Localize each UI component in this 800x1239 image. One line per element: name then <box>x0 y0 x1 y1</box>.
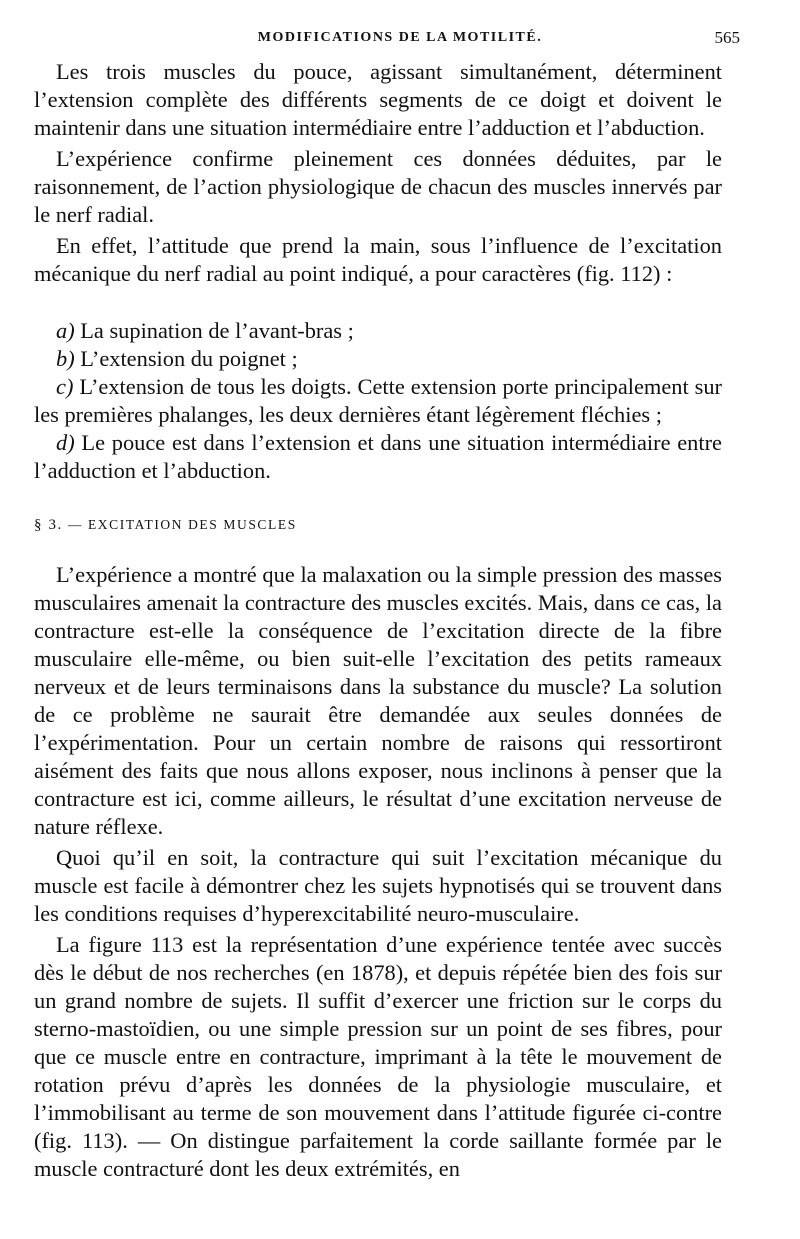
list-item-d <box>34 429 722 485</box>
running-title: MODIFICATIONS DE LA MOTILITÉ. <box>257 30 543 45</box>
paragraph-experience: L’expérience confirme pleinement ces données déduites, par le raisonnement, de l’action physiologique de chacun des muscles innervés par le nerf radial. <box>34 146 722 227</box>
list-item-a <box>34 317 722 345</box>
section-heading <box>34 511 722 539</box>
section-title: — EXCITATION DES MUSCLES <box>62 517 297 532</box>
list-item-c <box>34 373 722 429</box>
paragraph-contracture: Quoi qu’il en soit, la contracture qui suit l’excitation mécanique du muscle est facile à démontrer chez les sujets hypnotisés qui se trouvent dans les conditions requises d’hyperexcitabilité neuro-musculaire. <box>34 845 722 926</box>
list-marker: d) <box>56 430 75 455</box>
paragraph-thumb-muscles: Les trois muscles du pouce, agissant simultanément, déterminent l’extension complète des différents segments de ce doigt et doivent le maintenir dans une situation intermédiaire entre l’adduction et l’abduction. <box>34 59 722 140</box>
list-marker: c) <box>56 374 74 399</box>
list-item-text: La supination de l’avant-bras ; <box>74 318 354 343</box>
list-item-text: Le pouce est dans l’extension et dans une situation intermédiaire entre l’adduction et l’abduction. <box>34 430 722 483</box>
list-item-text: L’extension du poignet ; <box>74 346 298 371</box>
section-number: § 3. <box>34 517 63 533</box>
list-marker: a) <box>56 318 75 343</box>
list-item-b <box>34 345 722 373</box>
list-marker: b) <box>56 346 75 371</box>
list-item-text: L’extension de tous les doigts. Cette extension porte principalement sur les premières phalanges, les deux dernières étant légèrement fléchies ; <box>34 374 722 427</box>
body-text <box>34 58 722 1183</box>
page-number: 565 <box>714 28 740 47</box>
paragraph-malaxation: L’expérience a montré que la malaxation ou la simple pression des masses musculaires amenait la contracture des muscles excités. Mais, dans ce cas, la contracture est-elle la conséquence de l’excitation directe de la fibre musculaire elle-même, ou bien suit-elle l’excitation des petits rameaux nerveux et de leurs terminaisons dans la substance du muscle? La solution de ce problème ne saurait être demandée aux seules données de l’expérimentation. Pour un certain nombre de raisons qui ressortiront aisément des faits que nous allons exposer, nous inclinons à penser que la contracture est ici, comme ailleurs, le résultat d’une excitation nerveuse de nature réflexe. <box>34 562 722 839</box>
paragraph-figure-113: La figure 113 est la représentation d’une expérience tentée avec succès dès le début de nos recherches (en 1878), et depuis répétée bien des fois sur un grand nombre de sujets. Il suffit d’exercer une friction sur le corps du sterno-mastoïdien, ou une simple pression sur un point de ses fibres, pour que ce muscle entre en contracture, imprimant à la tête le mouvement de rotation prévu d’après les données de la physiologie musculaire, et l’immobilisant au terme de son mouvement dans l’attitude figurée ci-contre (fig. 113). — On distingue parfaitement la corde saillante formée par le muscle contracturé dont les deux extrémités, en <box>34 932 722 1181</box>
page-header <box>60 22 740 52</box>
paragraph-attitude: En effet, l’attitude que prend la main, sous l’influence de l’excitation mécanique du nerf radial au point indiqué, a pour caractères (fig. 112) : <box>34 233 722 286</box>
